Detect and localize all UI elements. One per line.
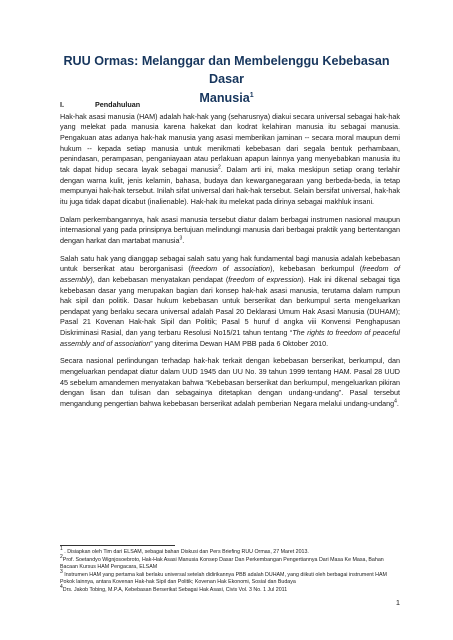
footnotes	[60, 546, 400, 594]
footnote-number: 4	[60, 583, 63, 590]
footnote-ref: 1	[249, 91, 254, 99]
footnote-text: . Disiapkan oleh Tim dari ELSAM, sebagai bahan Diskusi dan Pers Briefing RUU Ormas, 27 Maret 2013.	[62, 549, 309, 555]
italic-term: freedom of association	[190, 264, 271, 274]
section-heading	[60, 100, 400, 111]
footnote-number: 1	[60, 546, 63, 553]
paragraph-1	[60, 112, 400, 208]
title-line-1: RUU Ormas: Melanggar dan Membelenggu Kebebasan Dasar	[63, 54, 390, 87]
paragraph-3	[60, 254, 400, 350]
text-run: Hak-hak asasi manusia (HAM) adalah hak-hak yang (seharusnya) diakui secara universal sebagai hak-hak yang melekat pada manusia karena hakekat dan kodrat kelahiran manusia itu sebagai manusia. Pengakuan atas adanya hak-hak manusia yang asasi memberikan jaminan -- secara moral maupun demi hukum -- kepada setiap manusia untuk menikmati kebebasan dari segala bentuk perhambaan, penindasan, perampasan, penganiayaan atau perlakuan apapun lainnya yang menyebabkan manusia itu tak dapat hidup secara layak sebagai manusia	[60, 111, 400, 174]
text-run: Secara nasional perlindungan terhadap hak-hak terkait dengan kebebasan berserikat, berkumpul, dan mengeluarkan pendapat diatur dalam UUD 1945 dan UU No. 39 tahun 1999 tentang HAM. Pasal 28 UUD 45 sebelum amandemen menyatakan bahwa “Kebebasan berserikat dan berkumpul, mengeluarkan pikiran dengan lisan dan tulisan dan sebagainya ditetapkan dengan undang-undang”. Pasal tersebut mengandung pengertian bahwa kebebasan berserikat adalah pemberian Negara melalui undang-undang	[60, 356, 401, 409]
text-run: ), kebebasan berkumpul (	[270, 264, 363, 274]
footnote-3	[60, 568, 400, 587]
text-run: ). Hak ini dikenal sebagai tiga kebebasan dasar yang merupakan bagian dari konsep hak-hak asasi manusia, terutama dalam rumpun hak sipil dan politik. Dasar hukum kebebasan untuk berserikat dan berkumpul serta mengeluarkan pendapat yang berlaku secara universal adalah Pasal 20 Deklarasi Umum Hak Asasi Manusia (DUHAM); Pasal 21 Kovenan Hak-hak Sipil dan Politik; Pasal 5 huruf d angka viii Konvensi Penghapusan Diskriminasi Rasial, dan yang terbaru Resolusi No15/21 tahun tentang “	[60, 274, 400, 338]
text-run: Dalam perkembangannya, hak asasi manusia tersebut diatur dalam berbagai instrumen nasional maupun internasional yang pada prinsipnya bertujuan melindungi manusia dari berbagai praktik yang bertentangan dengan harkat dan martabat manusia	[60, 214, 400, 245]
footnote-4	[60, 583, 400, 595]
footnote-number: 2	[60, 553, 63, 560]
italic-term: The rights to freedom of peaceful assembly and of association	[60, 328, 400, 348]
footnote-number: 3	[60, 568, 63, 575]
footnote-text: Instrumen HAM yang pertama kali berlaku universal setelah didirikannya PBB adalah DUHAM, yang diikuti oleh berbagai instrument HAM Pokok lainnya, antara Kovenan Hak-hak Sipil dan Politik; Kovenan Hak Ekonomi, Sosial dan Budaya	[60, 571, 387, 586]
document-title	[60, 52, 393, 107]
text-run: .	[396, 399, 399, 409]
italic-term: freedom of expression	[228, 274, 302, 284]
footnote-ref: 3	[179, 235, 183, 242]
footnote-2	[60, 553, 400, 572]
footnote-1	[60, 546, 400, 557]
footnote-separator	[60, 545, 175, 546]
text-run: ” yang diterima Dewan HAM PBB pada 6 Oktober 2010.	[150, 338, 329, 348]
footnote-text: Prof. Soetandyo Wignjosoebroto, Hak-Hak Asasi Manusia Konsep Dasar Dan Perkembangan Pengertiannya Dari Masa Ke Masa, Bahan Bacaan Kursus HAM Pengacara, ELSAM	[60, 556, 384, 571]
italic-term: freedom of assembly	[60, 264, 400, 284]
page-number: 1	[395, 598, 400, 607]
paragraph-4	[60, 356, 400, 409]
text-run: Salah satu hak yang dianggap sebagai salah satu yang hak fundamental bagi manusia adalah kebebasan untuk berserikat atau berorganisasi (	[60, 253, 400, 274]
footnote-ref: 4	[394, 398, 397, 405]
text-run: ), dan kebebasan menyatakan pendapat (	[90, 274, 229, 284]
section-title: Pendahuluan	[95, 100, 141, 109]
paragraph-2	[60, 215, 400, 247]
title-line-2: Manusia	[199, 90, 250, 105]
footnote-ref: 2	[217, 164, 221, 171]
section-number: I.	[60, 100, 64, 109]
document-body	[60, 100, 400, 417]
text-run: .	[182, 235, 185, 245]
text-run: . Dalam arti ini, maka meskipun setiap orang terlahir dengan warna kulit, jenis kelamin, bahasa, budaya dan kewarganegaraan yang berbeda-beda, ia tetap mempunyai hak-hak tersebut. Inilah sifat universal dari hak-hak tersebut. Selain bersifat universal, hak-hak itu juga tidak dapat dicabut (inalienable). Hak-hak itu melekat pada dirinya sebagai makhluk insani.	[60, 164, 400, 206]
footnote-text: Drs. Jakob Tobing, M.P.A, Kebebasan Berserikat Sebagai Hak Asasi, Civis Vol. 3 No. 1 Jul 2011	[62, 586, 288, 593]
